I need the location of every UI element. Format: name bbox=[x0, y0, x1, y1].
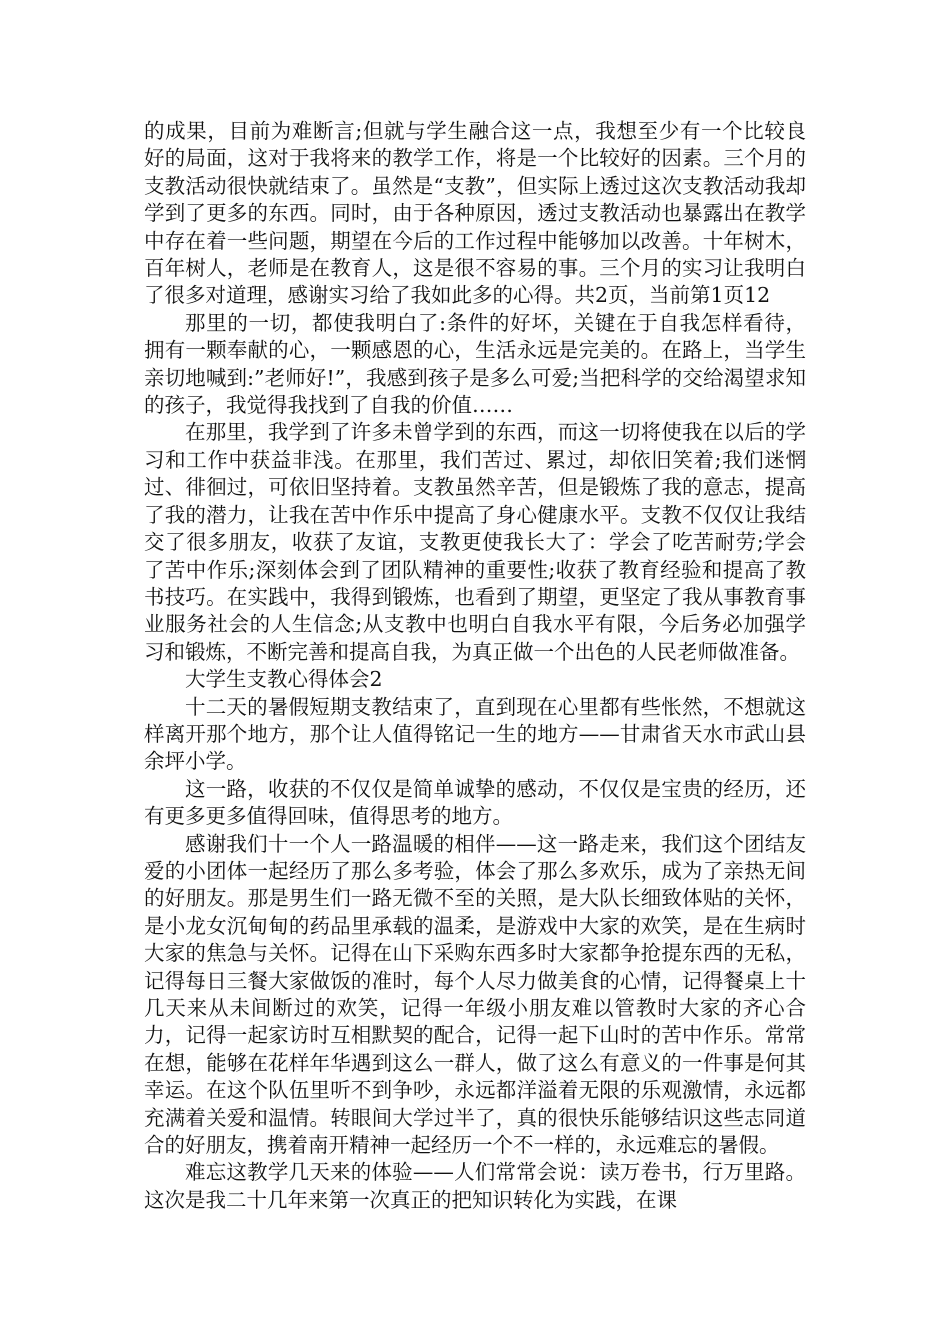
paragraph-7: 难忘这教学几天来的体验——人们常常会说：读万卷书，行万里路。这次是我二十几年来第一次真正的把知识转化为实践，在课 bbox=[144, 1160, 806, 1212]
document-page bbox=[144, 118, 806, 1214]
paragraph-2: 那里的一切，都使我明白了:条件的好坏，关键在于自我怎样看待，拥有一颗奉献的心，一颗感恩的心，生活永远是完美的。在路上，当学生亲切地喊到:”老师好!”，我感到孩子是多么可爱;当把科学的交给渴望求知的孩子，我觉得我找到了自我的价值…… bbox=[144, 310, 806, 418]
paragraph-5: 这一路，收获的不仅仅是简单诚挚的感动，不仅仅是宝贵的经历，还有更多更多值得回味，值得思考的地方。 bbox=[144, 776, 806, 829]
paragraph-4: 十二天的暑假短期支教结束了，直到现在心里都有些怅然，不想就这样离开那个地方，那个让人值得铭记一生的地方——甘肃省天水市武山县余坪小学。 bbox=[144, 694, 806, 774]
paragraph-3: 在那里，我学到了许多未曾学到的东西，而这一切将使我在以后的学习和工作中获益非浅。在那里，我们苦过、累过，却依旧笑着;我们迷惘过、徘徊过，可依旧坚持着。支教虽然辛苦，但是锻炼了我的意志，提高了我的潜力，让我在苦中作乐中提高了身心健康水平。支教不仅仅让我结交了很多朋友，收获了友谊，支教更使我长大了：学会了吃苦耐劳;学会了苦中作乐;深刻体会到了团队精神的重要性;收获了教育经验和提高了教书技巧。在实践中，我得到锻炼，也看到了期望，更坚定了我从事教育事业服务社会的人生信念;从支教中也明白自我水平有限，今后务必加强学习和锻炼，不断完善和提高自我，为真正做一个出色的人民老师做准备。 bbox=[144, 420, 806, 664]
paragraph-1: 的成果，目前为难断言;但就与学生融合这一点，我想至少有一个比较良好的局面，这对于我将来的教学工作，将是一个比较好的因素。三个月的支教活动很快就结束了。虽然是“支教”，但实际上透过这次支教活动我却学到了更多的东西。同时，由于各种原因，透过支教活动也暴露出在教学中存在着一些问题，期望在今后的工作过程中能够加以改善。十年树木，百年树人，老师是在教育人，这是很不容易的事。三个月的实习让我明白了很多对道理，感谢实习给了我如此多的心得。共2页，当前第1页12 bbox=[144, 119, 806, 308]
paragraph-6: 感谢我们十一个人一路温暖的相伴——这一路走来，我们这个团结友爱的小团体一起经历了那么多考验，体会了那么多欢乐，成为了亲热无间的好朋友。那是男生们一路无微不至的关照，是大队长细致体贴的关怀，是小龙女沉甸甸的药品里承载的温柔，是游戏中大家的欢笑，是在生病时大家的焦急与关怀。记得在山下采购东西多时大家都争抢提东西的无私，记得每日三餐大家做饭的准时，每个人尽力做美食的心情，记得餐桌上十几天来从未间断过的欢笑，记得一年级小朋友难以管教时大家的齐心合力，记得一起家访时互相默契的配合，记得一起下山时的苦中作乐。常常在想，能够在花样年华遇到这么一群人，做了这么有意义的一件事是何其幸运。在这个队伍里听不到争吵，永远都洋溢着无限的乐观激情，永远都充满着关爱和温情。转眼间大学过半了，真的很快乐能够结识这些志同道合的好朋友，携着南开精神一起经历一个不一样的，永远难忘的暑假。 bbox=[144, 831, 806, 1158]
section-heading: 大学生支教心得体会2 bbox=[185, 667, 383, 692]
